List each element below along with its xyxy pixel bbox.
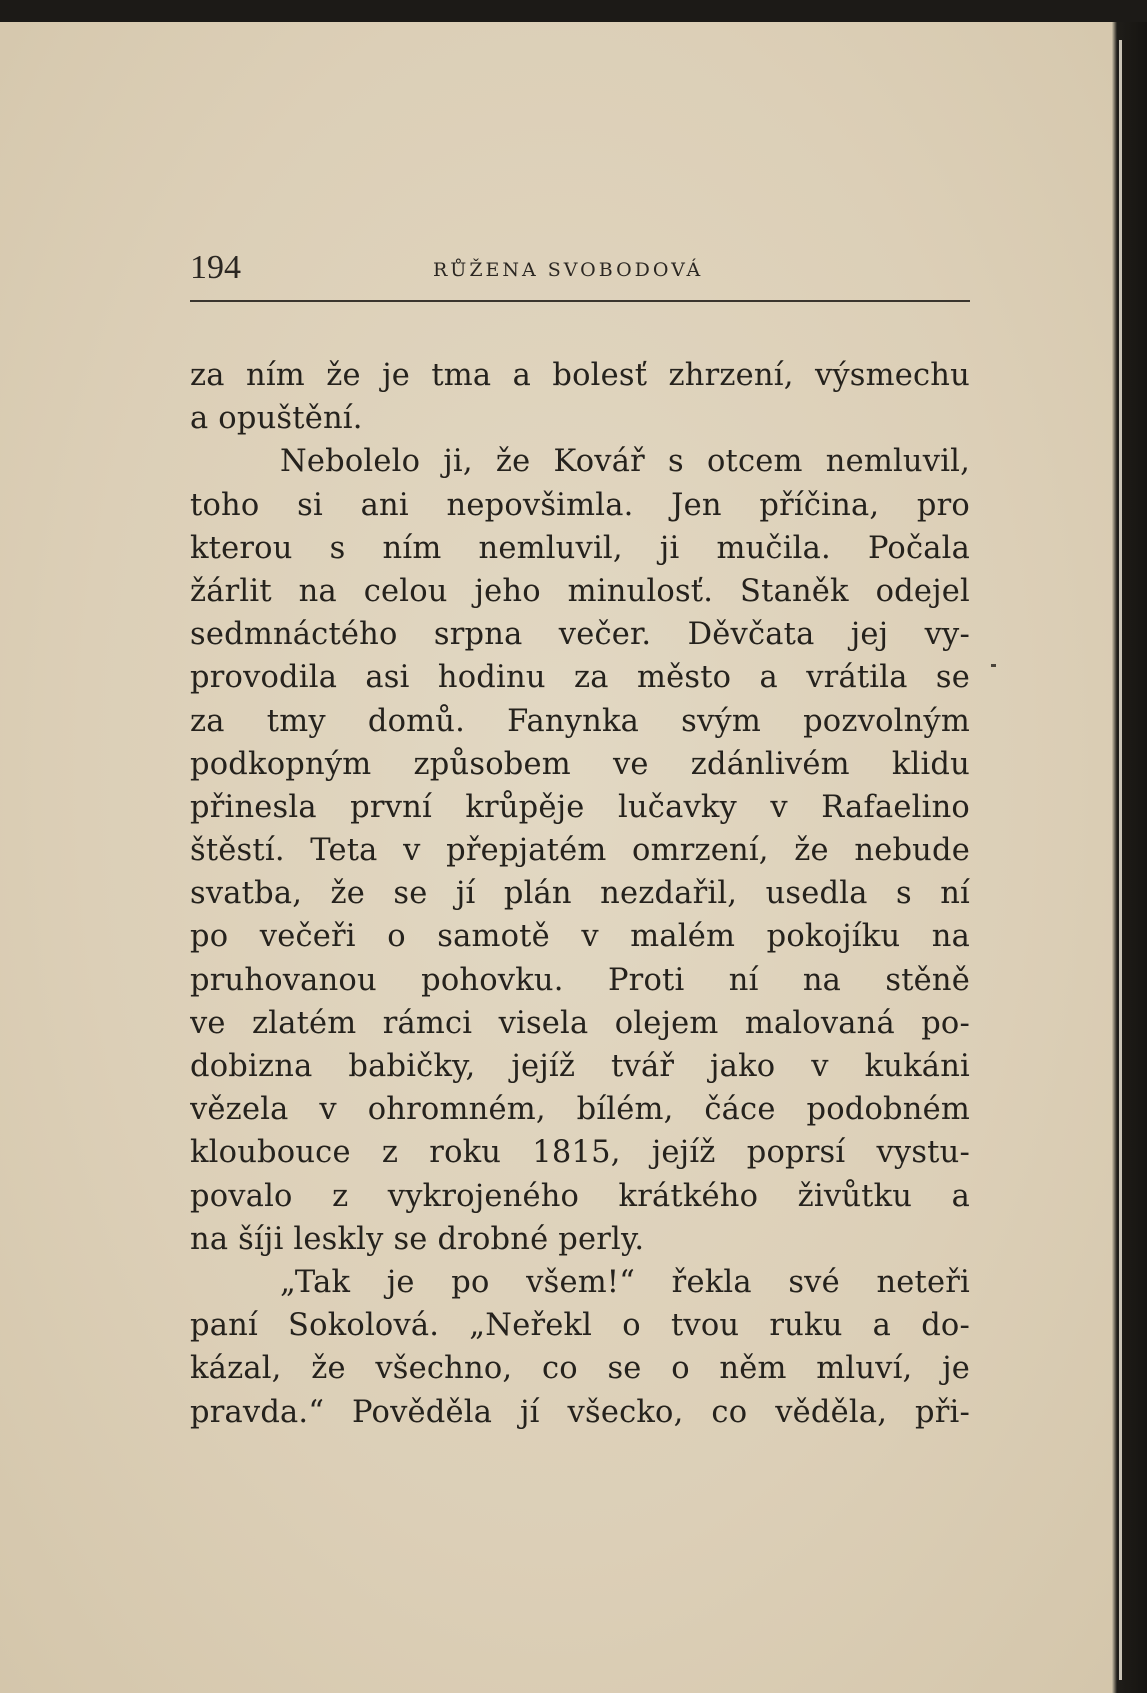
text-line: sedmnáctého srpna večer. Děvčata jej vy-: [190, 617, 970, 653]
text-line: kterou s ním nemluvil, ji mučila. Počala: [190, 530, 970, 566]
page-header: [190, 248, 970, 288]
text-line: pravda.“ Pověděla jí všecko, co věděla, při-: [190, 1394, 970, 1430]
text-line: povalo z vykrojeného krátkého živůtku a: [190, 1178, 970, 1214]
text-line: kázal, že všechno, co se o něm mluví, je: [190, 1351, 970, 1387]
text-line: vězela v ohromném, bílém, čáce podobném: [190, 1092, 970, 1128]
text-line: paní Sokolová. „Neřekl o tvou ruku a do-: [190, 1308, 970, 1344]
text-line: přinesla první krůpěje lučavky v Rafaelino: [190, 789, 970, 825]
text-line: svatba, že se jí plán nezdařil, usedla s ní: [190, 876, 970, 912]
text-line: a opuštění.: [190, 401, 363, 437]
text-line: „Tak je po všem!“ řekla své neteři: [280, 1264, 970, 1300]
text-line: toho si ani nepovšimla. Jen příčina, pro: [190, 487, 970, 523]
text-line: pruhovanou pohovku. Proti ní na stěně: [190, 962, 970, 998]
text-line: za ním že je tma a bolesť zhrzení, výsmechu: [190, 358, 970, 393]
header-rule: [190, 300, 970, 302]
text-line: dobizna babičky, jejíž tvář jako v kukáni: [190, 1049, 970, 1084]
adjacent-page-edge: [1119, 40, 1122, 1680]
text-line: ve zlatém rámci visela olejem malovaná po-: [190, 1005, 970, 1041]
text-line: na šíji leskly se drobné perly.: [190, 1221, 645, 1257]
text-line: provodila asi hodinu za město a vrátila se: [190, 660, 970, 696]
text-line: po večeři o samotě v malém pokojíku na: [190, 919, 970, 955]
text-line: štěstí. Teta v přepjatém omrzení, že nebude: [190, 833, 970, 869]
page-edge-shadow: [1112, 22, 1147, 1693]
stray-ink-mark: [991, 664, 996, 667]
text-line: za tmy domů. Fanynka svým pozvolným: [190, 703, 970, 739]
running-head: RŮŽENA SVOBODOVÁ: [433, 259, 704, 281]
text-line: žárlit na celou jeho minulosť. Staněk odejel: [190, 573, 970, 609]
text-line: podkopným způsobem ve zdánlivém klidu: [190, 746, 970, 782]
body-text: [190, 354, 970, 1434]
text-line: Nebolelo ji, že Kovář s otcem nemluvil,: [280, 444, 970, 480]
text-line: kloubouce z roku 1815, jejíž poprsí vystu-: [190, 1135, 970, 1171]
page-number: 194: [190, 249, 241, 286]
